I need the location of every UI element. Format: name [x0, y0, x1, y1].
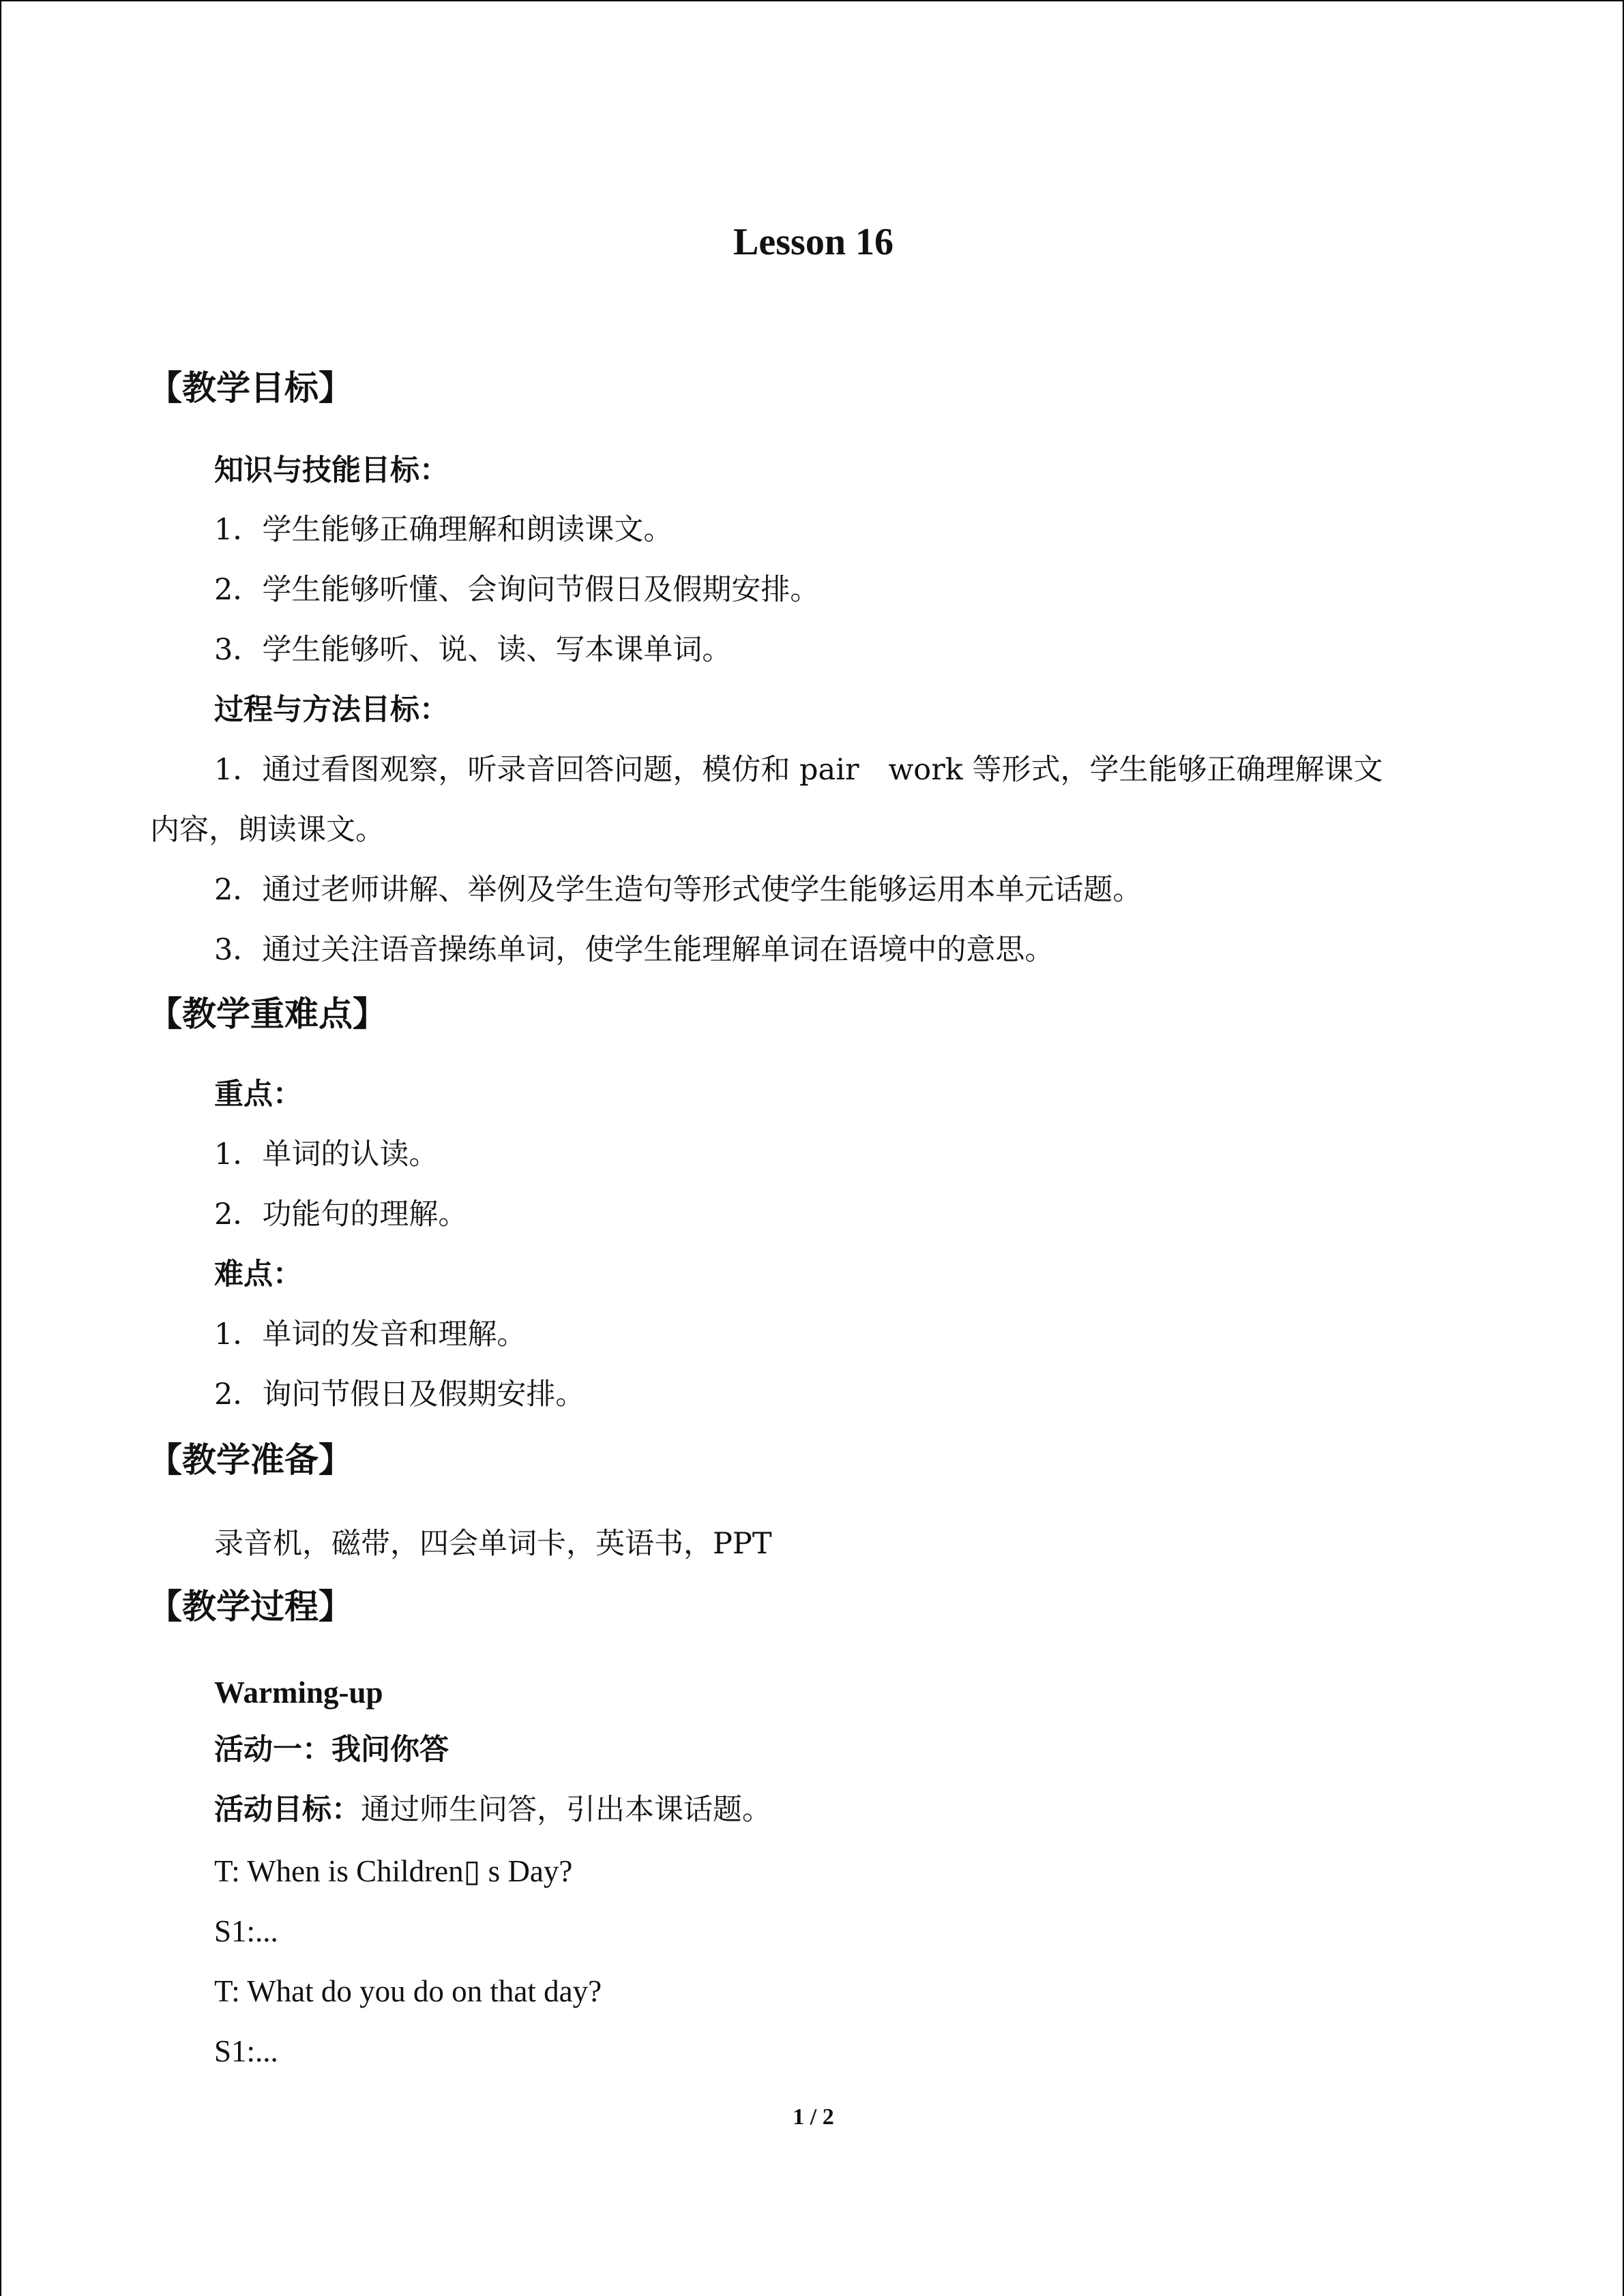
activity-title: 活动一：我问你答	[214, 1733, 449, 1767]
focus-item: 1．单词的认读。	[214, 1137, 439, 1172]
difficulty-item: 2．询问节假日及假期安排。	[214, 1377, 585, 1412]
activity-goal-text: 通过师生问答，引出本课话题。	[361, 1793, 771, 1827]
section-heading-procedure: 【教学过程】	[148, 1586, 353, 1626]
knowledge-heading: 知识与技能目标：	[214, 453, 449, 488]
warmup-label: Warming-up	[214, 1675, 383, 1710]
dialogue-line: T: When is Children▯ s Day?	[214, 1854, 573, 1888]
knowledge-item: 2．学生能够听懂、会询问节假日及假期安排。	[214, 573, 820, 607]
section-heading-preparation: 【教学准备】	[148, 1440, 353, 1480]
knowledge-item: 1．学生能够正确理解和朗读课文。	[214, 513, 673, 547]
focus-item: 2．功能句的理解。	[214, 1197, 468, 1232]
process-item: 3．通过关注语音操练单词，使学生能理解单词在语境中的意思。	[214, 933, 1054, 967]
difficulty-item: 1．单词的发音和理解。	[214, 1317, 527, 1352]
process-item-continuation: 内容，朗读课文。	[150, 813, 385, 847]
activity-goal-label: 活动目标：	[214, 1793, 361, 1827]
page-title: Lesson 16	[733, 221, 894, 263]
process-item: 2．通过老师讲解、举例及学生造句等形式使学生能够运用本单元话题。	[214, 873, 1142, 907]
knowledge-item: 3．学生能够听、说、读、写本课单词。	[214, 633, 732, 667]
difficulty-heading: 难点：	[214, 1257, 302, 1292]
dialogue-line: S1:...	[214, 1914, 278, 1948]
dialogue-line: T: What do you do on that day?	[214, 1974, 602, 2008]
preparation-text: 录音机，磁带，四会单词卡，英语书，PPT	[214, 1527, 772, 1561]
activity-goal	[214, 1791, 771, 1829]
focus-heading: 重点：	[214, 1077, 302, 1112]
section-heading-key-points: 【教学重难点】	[148, 994, 387, 1034]
page-number: 1 / 2	[793, 2104, 834, 2130]
process-item: 1．通过看图观察，听录音回答问题，模仿和 pair work 等形式，学生能够正确理解课文	[214, 753, 1383, 787]
section-heading-objectives: 【教学目标】	[148, 368, 353, 408]
process-heading: 过程与方法目标：	[214, 693, 449, 727]
dialogue-line: S1:...	[214, 2034, 278, 2068]
